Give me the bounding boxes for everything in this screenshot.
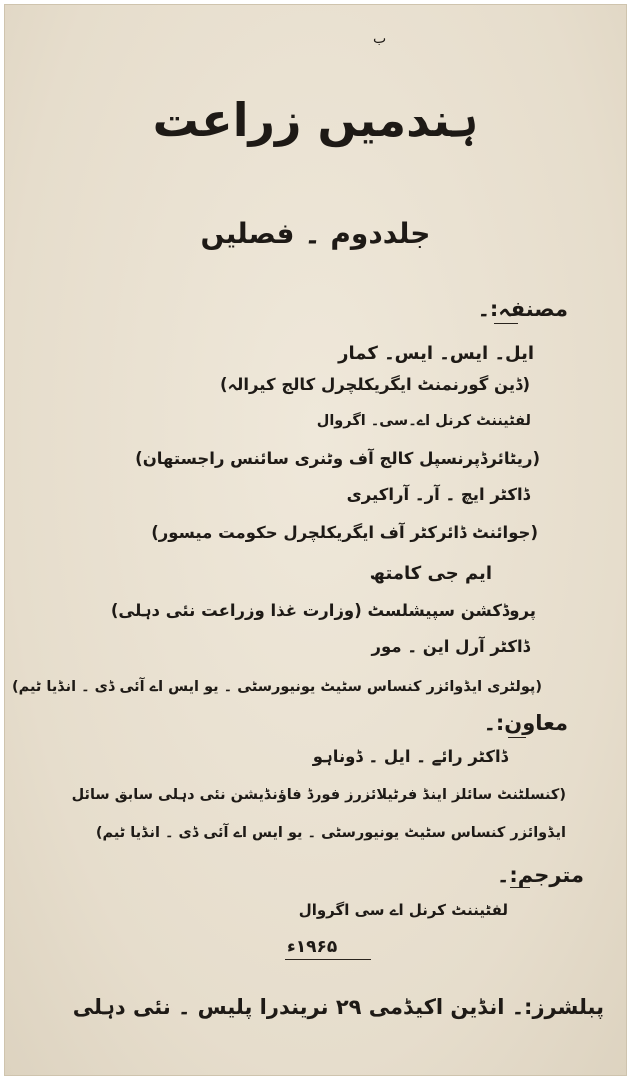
volume-subtitle: جلددوم ۔ فصلیں bbox=[200, 217, 431, 250]
author-line: پروڈکشن سپیشلسٹ (وزارت غذا وزراعت نئی دہلی) bbox=[110, 601, 536, 620]
authors-heading: مصنفہ:۔ bbox=[477, 297, 568, 321]
book-title: ہندمیں زراعت bbox=[152, 93, 479, 147]
author-line: لفٹیننٹ کرنل اے۔سی۔ اگروال bbox=[316, 413, 531, 429]
translator-line: لفٹیننٹ کرنل اے سی اگروال bbox=[298, 901, 508, 919]
translator-heading-underline bbox=[510, 887, 530, 888]
author-line: (جوائنٹ ڈائرکٹر آف ایگریکلچرل حکومت میسور) bbox=[151, 523, 538, 542]
author-line: (ڈین گورنمنٹ ایگریکلچرل کالج کیرالہ) bbox=[219, 375, 530, 394]
author-line: (ریٹائرڈپرنسپل کالج آف وٹنری سائنس راجستھان) bbox=[135, 449, 540, 468]
year-underline bbox=[285, 959, 371, 960]
author-line: ڈاکٹر ایچ ۔ آر۔ آراکیری bbox=[346, 485, 530, 504]
author-line: ڈاکٹر آرل این ۔ مور bbox=[371, 637, 530, 656]
publication-year: ۱۹۶۵ء bbox=[287, 937, 338, 957]
assistants-heading: معاون:۔ bbox=[483, 711, 568, 735]
author-line: ایم جی کامتھ bbox=[369, 563, 492, 584]
assistant-line: ایڈوائزر کنساس سٹیٹ یونیورسٹی ۔ یو ایس اے آئی ڈی ۔ انڈیا ٹیم) bbox=[95, 825, 566, 841]
translator-heading: مترجم:۔ bbox=[497, 863, 584, 887]
book-title-page bbox=[4, 4, 627, 1076]
page-marker: ب bbox=[373, 31, 387, 47]
authors-heading-underline bbox=[494, 323, 518, 324]
publisher-line: پبلشرز:۔ انڈین اکیڈمی ۲۹ نریندرا پلیس ۔ نئی دہلی bbox=[72, 995, 604, 1019]
author-line: (پولٹری ایڈوائزر کنساس سٹیٹ یونیورسٹی ۔ یو ایس اے آئی ڈی ۔ انڈیا ٹیم) bbox=[11, 679, 542, 695]
assistants-heading-underline bbox=[508, 737, 526, 738]
author-line: ایل۔ ایس۔ ایس۔ کمار bbox=[338, 343, 534, 364]
assistant-line: (کنسلٹنٹ سائلز اینڈ فرٹیلائزرز فورڈ فاؤنڈیشن نئی دہلی سابق سائل bbox=[71, 787, 566, 803]
assistant-line: ڈاکٹر رائے ۔ ایل ۔ ڈوناہو bbox=[312, 747, 508, 766]
